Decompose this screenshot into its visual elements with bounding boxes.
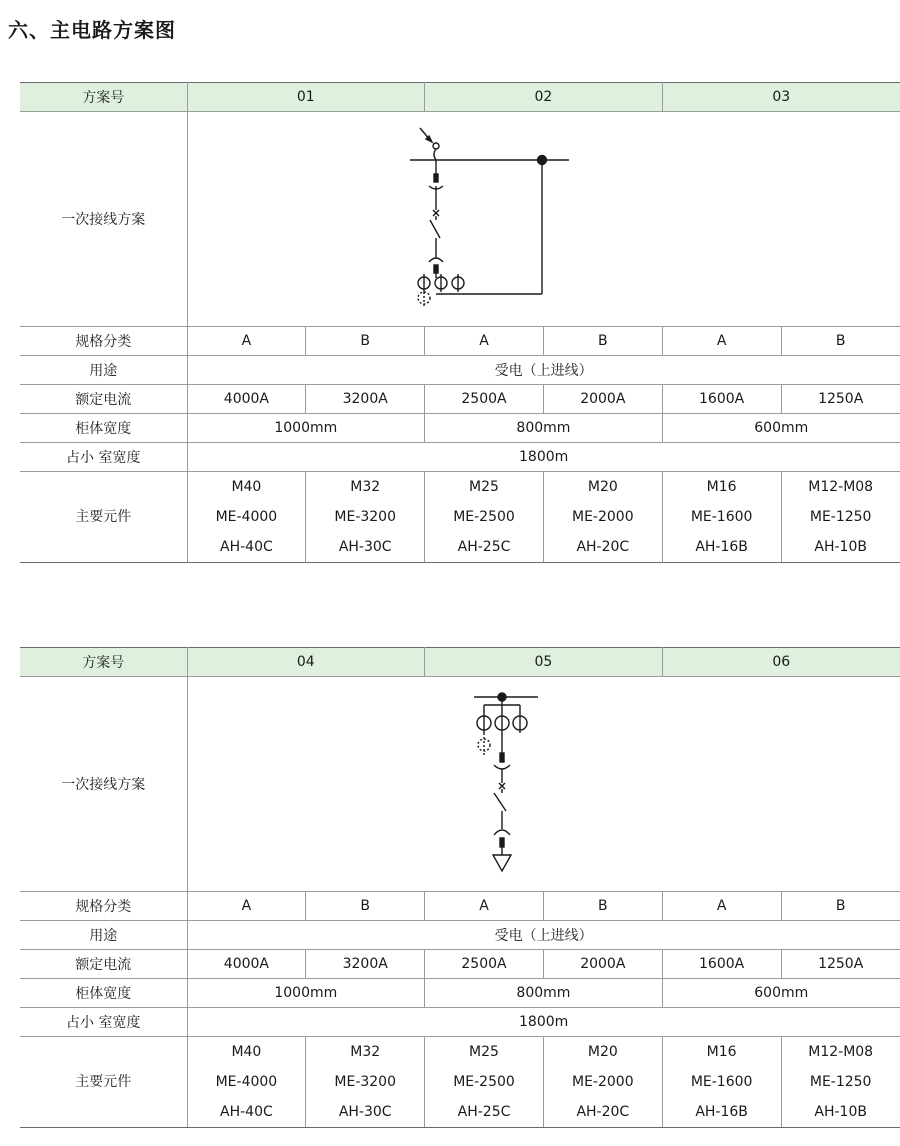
room-value: 1800m	[187, 1008, 900, 1037]
parts-cell	[306, 472, 425, 563]
part-item: ME-2500	[453, 509, 515, 525]
spec-cell: B	[306, 327, 425, 356]
spec-cell: A	[187, 327, 306, 356]
contact-block-bottom	[434, 265, 438, 273]
part-item: AH-40C	[220, 539, 273, 555]
scheme-number-row	[20, 648, 900, 677]
part-item: ME-2000	[572, 1074, 634, 1090]
part-item: ME-1600	[690, 1074, 753, 1090]
spec-cell: A	[187, 892, 306, 921]
current-cell: 4000A	[187, 385, 306, 414]
scheme-number-04: 04	[187, 648, 425, 677]
spec-row	[20, 892, 900, 921]
disconnector-blade	[494, 793, 506, 811]
use-value: 受电（上进线）	[187, 356, 900, 385]
part-item: ME-3200	[334, 509, 396, 525]
spec-cell: B	[781, 327, 900, 356]
current-cell: 2500A	[425, 385, 544, 414]
part-item: AH-20C	[576, 1104, 630, 1120]
part-item: AH-16B	[695, 1104, 748, 1120]
use-value: 受电（上进线）	[187, 921, 900, 950]
current-cell: 1250A	[781, 385, 900, 414]
spec-cell: A	[662, 892, 781, 921]
spec-cell: A	[425, 892, 544, 921]
spec-cell: B	[543, 327, 662, 356]
scheme-number-row	[20, 83, 900, 112]
part-item: M12-M08	[808, 1044, 874, 1060]
part-item: AH-40C	[220, 1104, 273, 1120]
part-item: ME-2500	[453, 1074, 515, 1090]
current-cell: 2500A	[425, 950, 544, 979]
outgoing-wiring-diagram	[188, 677, 891, 891]
part-item: M25	[469, 1044, 499, 1060]
wiring-diagram-cell	[187, 112, 900, 327]
width-cell: 600mm	[662, 979, 900, 1008]
room-row	[20, 1008, 900, 1037]
current-cell: 3200A	[306, 385, 425, 414]
contact-block-top	[434, 174, 438, 182]
page-title: 六、主电路方案图	[8, 18, 176, 42]
part-item: ME-1250	[809, 509, 872, 525]
part-item: ME-4000	[215, 509, 278, 525]
part-item: M20	[587, 479, 618, 495]
parts-cell	[662, 1037, 781, 1128]
use-label: 用途	[20, 921, 187, 950]
parts-cell	[781, 472, 900, 563]
width-label: 柜体宽度	[20, 979, 187, 1008]
spec-label: 规格分类	[20, 892, 187, 921]
parts-cell	[781, 1037, 900, 1128]
room-row	[20, 443, 900, 472]
scheme-number-03: 03	[662, 83, 900, 112]
current-cell: 3200A	[306, 950, 425, 979]
parts-row	[20, 1037, 900, 1128]
part-item: M32	[350, 479, 381, 495]
contact-block-bottom	[500, 838, 504, 847]
current-label: 额定电流	[20, 385, 187, 414]
current-cell: 4000A	[187, 950, 306, 979]
contact-arc-bottom	[429, 258, 443, 262]
spec-cell: B	[781, 892, 900, 921]
wiring-row	[20, 677, 900, 892]
width-row	[20, 414, 900, 443]
part-item: AH-25C	[457, 539, 511, 555]
width-cell: 600mm	[662, 414, 900, 443]
part-item: M32	[350, 1044, 381, 1060]
width-row	[20, 979, 900, 1008]
scheme-number-01: 01	[187, 83, 425, 112]
part-item: AH-30C	[338, 1104, 392, 1120]
part-item: M25	[469, 479, 499, 495]
part-item: ME-2000	[572, 509, 634, 525]
parts-cell	[425, 472, 544, 563]
use-label: 用途	[20, 356, 187, 385]
spec-row	[20, 327, 900, 356]
parts-label: 主要元件	[20, 1037, 187, 1128]
width-cell: 1000mm	[187, 414, 425, 443]
parts-cell	[543, 1037, 662, 1128]
disconnector-blade	[430, 220, 440, 238]
part-item: M20	[587, 1044, 618, 1060]
part-item: M40	[231, 479, 262, 495]
wiring-row	[20, 112, 900, 327]
scheme-number-05: 05	[425, 648, 663, 677]
part-item: AH-25C	[457, 1104, 511, 1120]
spec-cell: B	[306, 892, 425, 921]
room-label: 占小 室宽度	[20, 443, 187, 472]
part-item: AH-16B	[695, 539, 748, 555]
spec-cell: B	[543, 892, 662, 921]
spec-cell: A	[662, 327, 781, 356]
room-label: 占小 室宽度	[20, 1008, 187, 1037]
part-item: ME-1250	[809, 1074, 872, 1090]
current-cell: 2000A	[543, 385, 662, 414]
part-item: M16	[706, 479, 737, 495]
terminal-circle	[433, 143, 439, 149]
part-item: ME-1600	[690, 509, 753, 525]
current-row	[20, 950, 900, 979]
scheme-number-label: 方案号	[20, 83, 187, 112]
current-cell: 1600A	[662, 385, 781, 414]
width-cell: 800mm	[425, 979, 663, 1008]
current-cell: 1600A	[662, 950, 781, 979]
room-value: 1800m	[187, 443, 900, 472]
part-item: M16	[706, 1044, 737, 1060]
part-item: ME-3200	[334, 1074, 396, 1090]
scheme-table-1	[20, 82, 900, 563]
contact-block-top	[500, 753, 504, 762]
parts-cell	[187, 472, 306, 563]
scheme-number-label: 方案号	[20, 648, 187, 677]
parts-cell	[425, 1037, 544, 1128]
current-cell: 2000A	[543, 950, 662, 979]
width-label: 柜体宽度	[20, 414, 187, 443]
parts-cell	[306, 1037, 425, 1128]
part-item: M40	[231, 1044, 262, 1060]
scheme-number-02: 02	[425, 83, 663, 112]
use-row	[20, 921, 900, 950]
wiring-label: 一次接线方案	[20, 677, 187, 892]
parts-row	[20, 472, 900, 563]
parts-cell	[662, 472, 781, 563]
part-item: AH-10B	[814, 1104, 867, 1120]
scheme-number-06: 06	[662, 648, 900, 677]
contact-arc-top	[494, 765, 510, 769]
incoming-wiring-diagram	[188, 112, 891, 326]
spec-cell: A	[425, 327, 544, 356]
parts-cell	[187, 1037, 306, 1128]
scheme-table-2	[20, 647, 900, 1128]
spec-label: 规格分类	[20, 327, 187, 356]
contact-arc-bottom	[494, 830, 510, 835]
width-cell: 800mm	[425, 414, 663, 443]
current-cell: 1250A	[781, 950, 900, 979]
ground-triangle	[493, 855, 511, 871]
use-row	[20, 356, 900, 385]
parts-cell	[543, 472, 662, 563]
current-row	[20, 385, 900, 414]
part-item: ME-4000	[215, 1074, 278, 1090]
wiring-label: 一次接线方案	[20, 112, 187, 327]
fuse-arc-top	[434, 149, 436, 160]
current-label: 额定电流	[20, 950, 187, 979]
part-item: AH-10B	[814, 539, 867, 555]
part-item: M12-M08	[808, 479, 874, 495]
part-item: AH-20C	[576, 539, 630, 555]
parts-label: 主要元件	[20, 472, 187, 563]
wiring-diagram-cell	[187, 677, 900, 892]
width-cell: 1000mm	[187, 979, 425, 1008]
part-item: AH-30C	[338, 539, 392, 555]
